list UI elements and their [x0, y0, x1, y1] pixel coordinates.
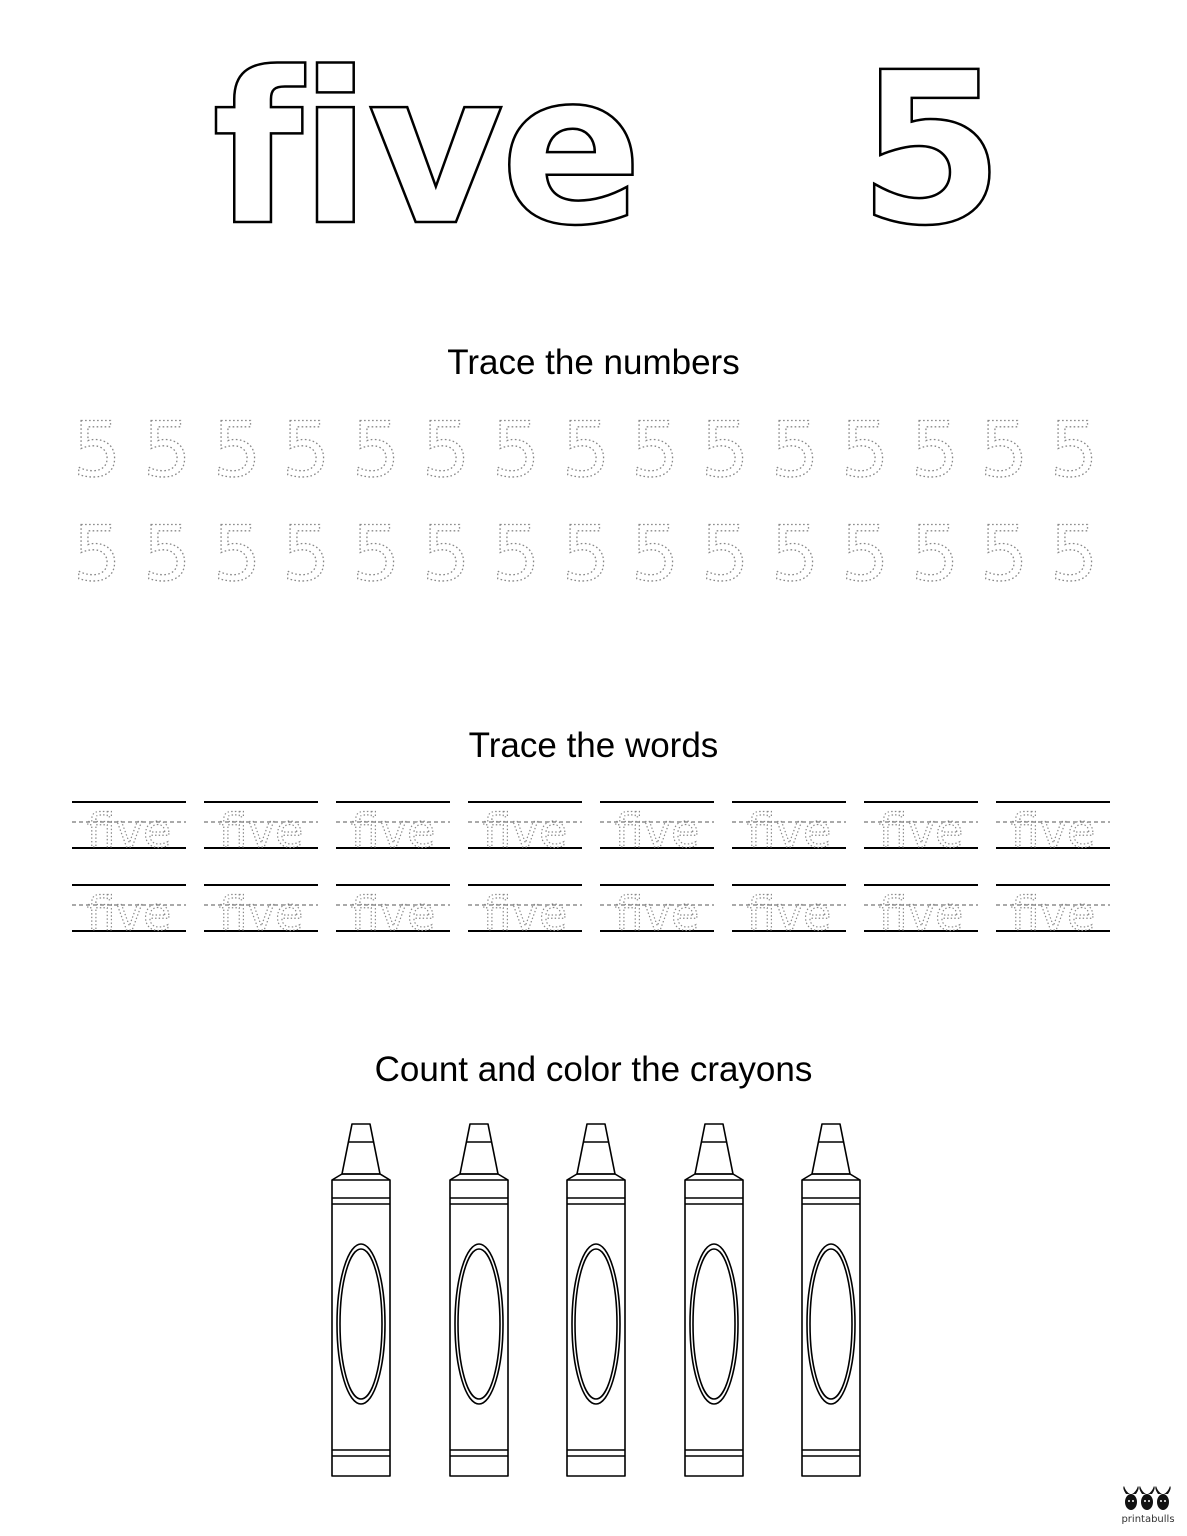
trace-word-item — [204, 798, 318, 858]
svg-text:5: 5 — [979, 514, 1029, 594]
trace-words-heading: Trace the words — [468, 726, 719, 765]
svg-text:five: five — [86, 804, 172, 858]
trace-word-item — [600, 881, 714, 941]
svg-text:5: 5 — [700, 410, 750, 490]
trace-word-item — [468, 798, 582, 858]
trace-number-item — [351, 410, 401, 490]
svg-text:five: five — [86, 887, 172, 941]
svg-text:5: 5 — [421, 410, 471, 490]
crayon-icon — [683, 1118, 747, 1480]
svg-text:5: 5 — [561, 410, 611, 490]
trace-number-item — [910, 514, 960, 594]
svg-text:five: five — [746, 887, 832, 941]
trace-word-item — [468, 881, 582, 941]
trace-words-row-1 — [72, 798, 1132, 858]
trace-word-item — [72, 798, 186, 858]
svg-text:5: 5 — [72, 410, 122, 490]
printabulls-logo — [1120, 1484, 1176, 1528]
svg-text:five: five — [614, 887, 700, 941]
svg-text:5: 5 — [142, 514, 192, 594]
svg-text:5: 5 — [910, 410, 960, 490]
svg-text:five: five — [1010, 804, 1096, 858]
svg-text:five: five — [482, 887, 568, 941]
trace-number-item — [561, 410, 611, 490]
trace-number-item — [840, 514, 890, 594]
svg-text:5: 5 — [840, 514, 890, 594]
crayon-icon — [565, 1118, 629, 1480]
trace-word-item — [864, 798, 978, 858]
svg-text:5: 5 — [351, 410, 401, 490]
trace-word-item — [600, 798, 714, 858]
svg-text:5: 5 — [1049, 514, 1099, 594]
trace-number-item — [421, 514, 471, 594]
svg-text:5: 5 — [770, 514, 820, 594]
trace-word-item — [732, 881, 846, 941]
svg-text:5: 5 — [491, 410, 541, 490]
trace-number-item — [1049, 514, 1099, 594]
trace-words-row-2 — [72, 881, 1132, 941]
svg-text:five: five — [350, 804, 436, 858]
trace-number-item — [630, 410, 680, 490]
trace-number-item — [212, 514, 262, 594]
trace-numbers-row-2 — [72, 514, 1132, 594]
trace-number-item — [979, 410, 1029, 490]
trace-number-item — [281, 410, 331, 490]
trace-word-item — [864, 881, 978, 941]
trace-number-item — [421, 410, 471, 490]
trace-numbers-heading: Trace the numbers — [447, 343, 740, 382]
svg-text:5: 5 — [700, 514, 750, 594]
crayon-icon — [800, 1118, 864, 1480]
svg-text:five: five — [482, 804, 568, 858]
trace-number-item — [142, 410, 192, 490]
trace-word-item — [336, 798, 450, 858]
svg-text:five: five — [350, 887, 436, 941]
svg-text:5: 5 — [351, 514, 401, 594]
trace-number-item — [491, 410, 541, 490]
svg-text:five: five — [878, 887, 964, 941]
svg-text:5: 5 — [491, 514, 541, 594]
svg-text:5: 5 — [212, 514, 262, 594]
trace-number-item — [910, 410, 960, 490]
svg-text:5: 5 — [142, 410, 192, 490]
trace-number-item — [72, 514, 122, 594]
trace-number-item — [491, 514, 541, 594]
trace-word-item — [204, 881, 318, 941]
svg-text:5: 5 — [72, 514, 122, 594]
svg-text:5: 5 — [770, 410, 820, 490]
trace-number-item — [561, 514, 611, 594]
trace-number-item — [72, 410, 122, 490]
trace-number-item — [630, 514, 680, 594]
crayon-group — [320, 1118, 880, 1488]
trace-word-item — [72, 881, 186, 941]
svg-text:5: 5 — [1049, 410, 1099, 490]
logo-text: printabulls — [1121, 1514, 1175, 1525]
svg-text:5: 5 — [421, 514, 471, 594]
trace-number-item — [281, 514, 331, 594]
svg-text:five: five — [218, 887, 304, 941]
hero-number-outline: 5 — [858, 27, 1001, 272]
trace-number-item — [212, 410, 262, 490]
svg-text:five: five — [878, 804, 964, 858]
svg-text:5: 5 — [630, 410, 680, 490]
trace-word-item — [996, 798, 1110, 858]
trace-number-item — [700, 514, 750, 594]
svg-text:5: 5 — [281, 410, 331, 490]
trace-numbers-row-1 — [72, 410, 1132, 490]
trace-number-item — [1049, 410, 1099, 490]
trace-number-item — [700, 410, 750, 490]
svg-text:five: five — [614, 804, 700, 858]
svg-text:5: 5 — [979, 410, 1029, 490]
count-color-heading: Count and color the crayons — [374, 1050, 813, 1089]
svg-text:five: five — [746, 804, 832, 858]
trace-number-item — [979, 514, 1029, 594]
hero-word-outline: five — [212, 27, 639, 272]
svg-text:5: 5 — [630, 514, 680, 594]
trace-number-item — [142, 514, 192, 594]
svg-text:five: five — [218, 804, 304, 858]
trace-number-item — [770, 410, 820, 490]
crayon-icon — [330, 1118, 394, 1480]
svg-text:5: 5 — [212, 410, 262, 490]
trace-word-item — [996, 881, 1110, 941]
trace-word-item — [732, 798, 846, 858]
bull-logo-icon — [1120, 1484, 1176, 1514]
trace-number-item — [840, 410, 890, 490]
trace-number-item — [351, 514, 401, 594]
trace-word-item — [336, 881, 450, 941]
trace-number-item — [770, 514, 820, 594]
crayon-icon — [448, 1118, 512, 1480]
svg-text:5: 5 — [910, 514, 960, 594]
svg-text:5: 5 — [281, 514, 331, 594]
svg-text:five: five — [1010, 887, 1096, 941]
svg-text:5: 5 — [840, 410, 890, 490]
svg-text:5: 5 — [561, 514, 611, 594]
